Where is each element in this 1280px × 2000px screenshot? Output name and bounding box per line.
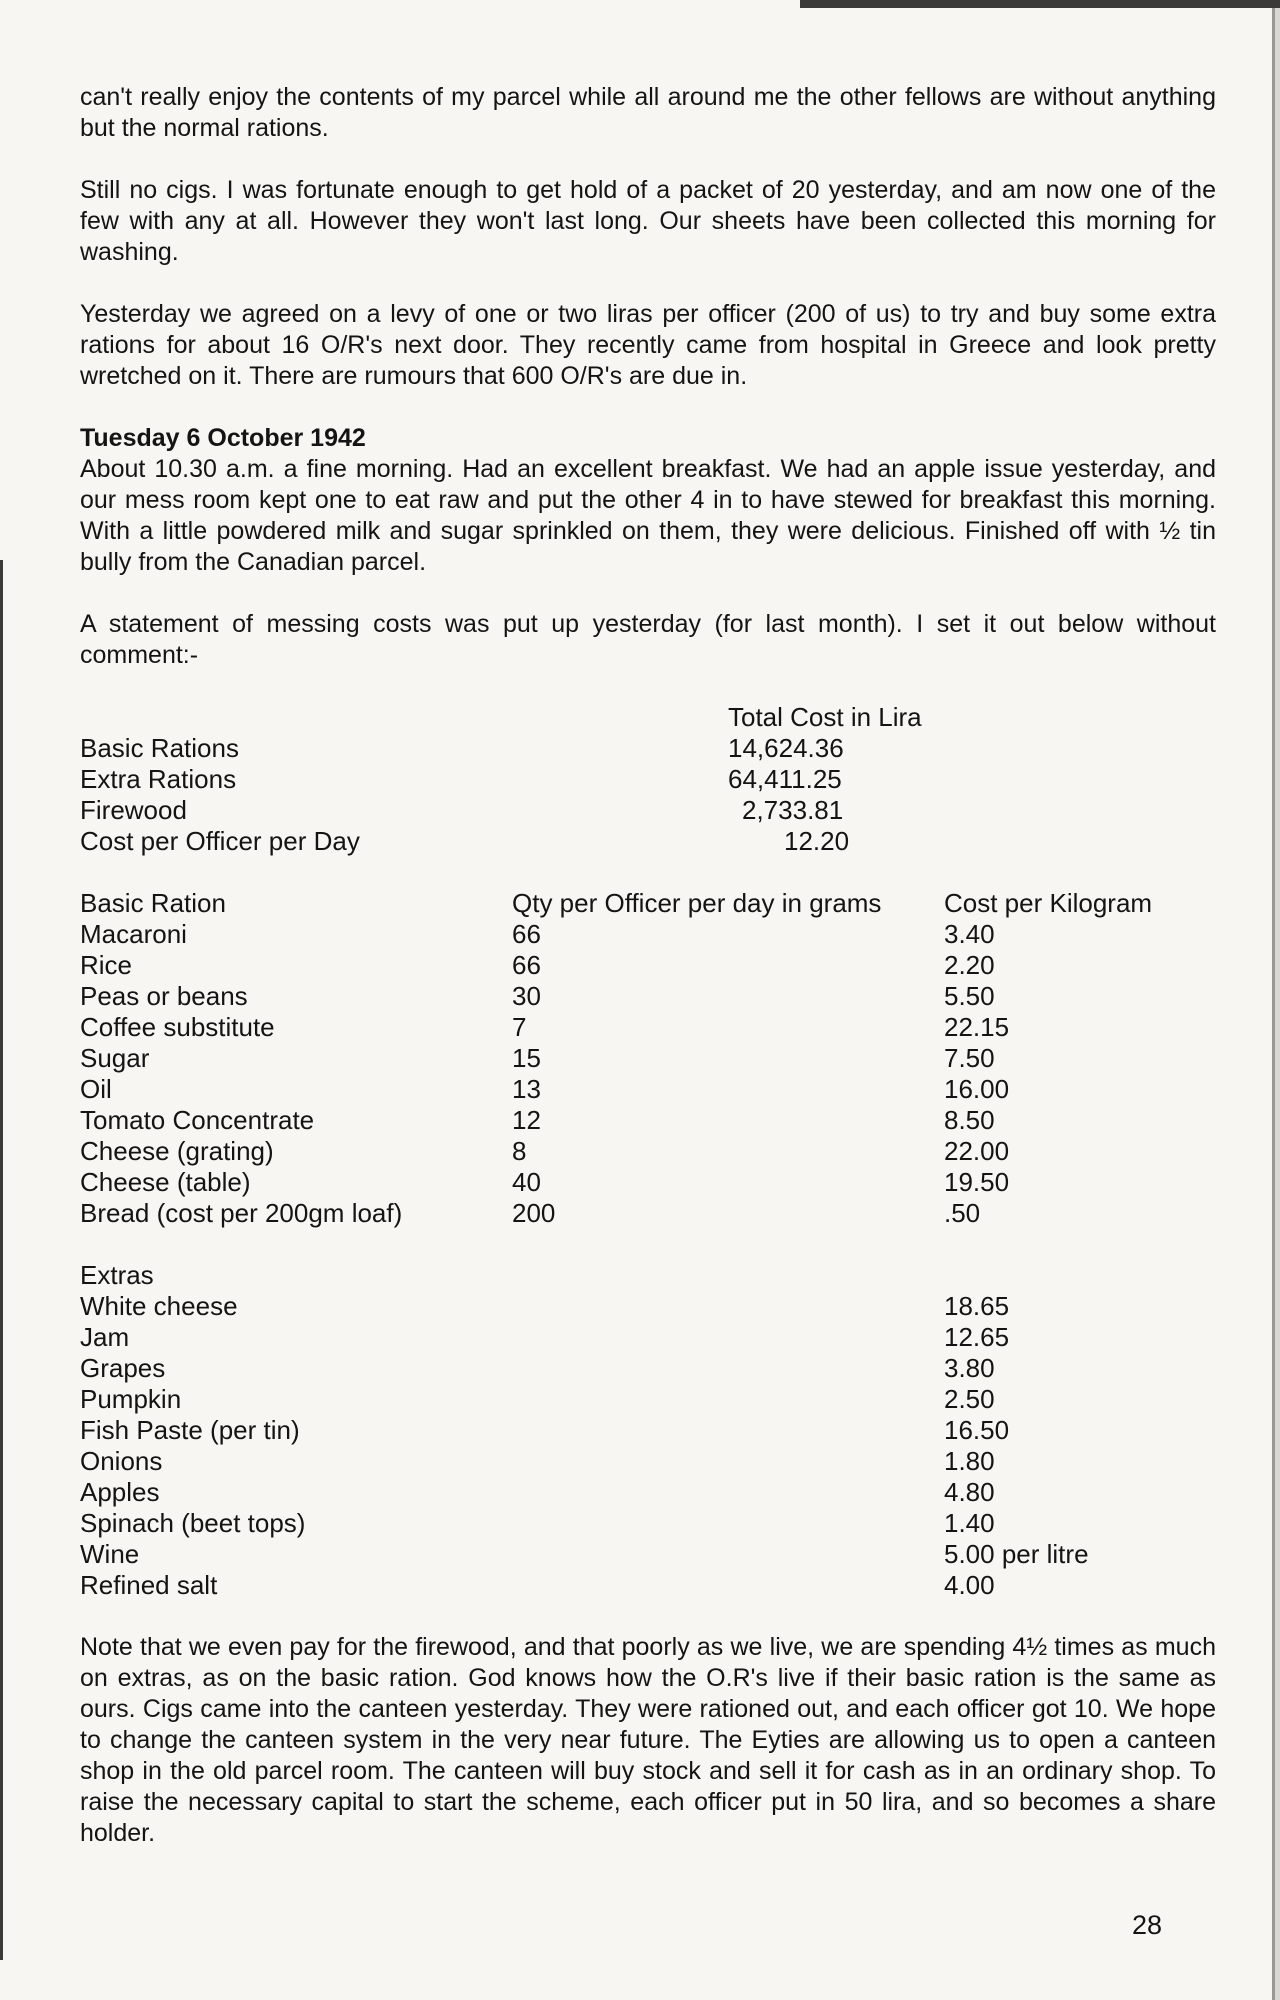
- table-row: [80, 1353, 1089, 1384]
- extra-cost: 16.50: [944, 1415, 1010, 1445]
- extra-cost: 4.00: [944, 1570, 995, 1600]
- ration-cost: 22.00: [944, 1136, 1010, 1166]
- extra-cost: 5.00 per litre: [944, 1539, 1089, 1569]
- entry-paragraph-2: A statement of messing costs was put up yesterday (for last month). I set it out below without comment:-: [80, 610, 1216, 669]
- table-row: [80, 1012, 1152, 1043]
- extra-item: Fish Paste (per tin): [80, 1415, 300, 1445]
- extra-item: Wine: [80, 1539, 140, 1569]
- paragraph-1: can't really enjoy the contents of my parcel while all around me the other fellows are without anything but the normal rations.: [80, 83, 1216, 142]
- ration-item: Peas or beans: [80, 981, 248, 1011]
- page-content: [80, 82, 1216, 1880]
- ration-qty: 7: [512, 1012, 527, 1042]
- extra-item: White cheese: [80, 1291, 238, 1321]
- extra-cost: 1.80: [944, 1446, 995, 1476]
- table-row: [80, 1074, 1152, 1105]
- table-row: [80, 1136, 1152, 1167]
- paragraph-2: Still no cigs. I was fortunate enough to get hold of a packet of 20 yesterday, and am now one of the few with any at all. However they won't last long. Our sheets have been collected this morning for washing.: [80, 176, 1216, 266]
- ration-cost: 7.50: [944, 1043, 995, 1073]
- note-paragraph: Note that we even pay for the firewood, and that poorly as we live, we are spending 4½ times as much on extras, as on the basic ration. God knows how the O.R's live if their basic ration is the same as ours. Cigs came into the canteen yesterday. They were rationed out, and each officer got 10. We hope to change the canteen system in the very near future. The Eyties are allowing us to open a canteen shop in the old parcel room. The canteen will buy stock and sell it for cash as in an ordinary shop. To raise the necessary capital to start the scheme, each officer put in 50 lira, and so becomes a share holder.: [80, 1633, 1216, 1847]
- column-header: Cost per Kilogram: [944, 888, 1153, 918]
- ration-cost: 8.50: [944, 1105, 995, 1135]
- summary-value: 14,624.36: [728, 733, 844, 763]
- extra-cost: 2.50: [944, 1384, 995, 1414]
- extra-cost: 1.40: [944, 1508, 995, 1538]
- table-row: [80, 1446, 1089, 1477]
- entry-heading: Tuesday 6 October 1942: [80, 424, 366, 452]
- table-row: [80, 1198, 1152, 1229]
- table-row: [80, 1291, 1089, 1322]
- extra-cost: 4.80: [944, 1477, 995, 1507]
- summary-value: 12.20: [784, 826, 850, 856]
- extra-item: Spinach (beet tops): [80, 1508, 306, 1538]
- table-row: [80, 795, 984, 826]
- table-row: [80, 981, 1152, 1012]
- ration-item: Coffee substitute: [80, 1012, 275, 1042]
- table-row: [80, 826, 984, 857]
- ration-item: Cheese (table): [80, 1167, 251, 1197]
- extra-item: Refined salt: [80, 1570, 218, 1600]
- table-row: [80, 764, 984, 795]
- column-header: Qty per Officer per day in grams: [512, 888, 882, 918]
- scan-edge-top: [800, 0, 1280, 8]
- extra-item: Onions: [80, 1446, 163, 1476]
- summary-label: Cost per Officer per Day: [80, 826, 360, 856]
- ration-cost: 5.50: [944, 981, 995, 1011]
- extra-item: Pumpkin: [80, 1384, 182, 1414]
- ration-cost: 22.15: [944, 1012, 1010, 1042]
- table-row: [80, 702, 984, 733]
- table-row: [80, 1570, 1089, 1601]
- ration-item: Rice: [80, 950, 133, 980]
- page-number: 28: [1132, 1910, 1163, 1940]
- column-header: Extras: [80, 1260, 154, 1290]
- table-row: [80, 950, 1152, 981]
- summary-value: 64,411.25: [728, 764, 842, 794]
- ration-qty: 40: [512, 1167, 541, 1197]
- basic-ration-table: [80, 888, 1152, 1229]
- summary-label: Basic Rations: [80, 733, 239, 763]
- table-row: [80, 1477, 1089, 1508]
- ration-qty: 12: [512, 1105, 541, 1135]
- table-row: [80, 1539, 1089, 1570]
- table-row: [80, 1415, 1089, 1446]
- ration-qty: 15: [512, 1043, 541, 1073]
- extra-item: Apples: [80, 1477, 160, 1507]
- ration-qty: 66: [512, 919, 541, 949]
- summary-label: Extra Rations: [80, 764, 237, 794]
- table-row: [80, 919, 1152, 950]
- ration-item: Tomato Concentrate: [80, 1105, 315, 1135]
- summary-label: Firewood: [80, 795, 187, 825]
- ration-cost: .50: [944, 1198, 981, 1228]
- ration-qty: 8: [512, 1136, 527, 1166]
- ration-cost: 2.20: [944, 950, 995, 980]
- ration-qty: 66: [512, 950, 541, 980]
- ration-item: Bread (cost per 200gm loaf): [80, 1198, 403, 1228]
- table-header-row: [80, 1260, 1089, 1291]
- summary-cost-table: [80, 702, 984, 857]
- table-row: [80, 1322, 1089, 1353]
- ration-qty: 13: [512, 1074, 541, 1104]
- ration-item: Macaroni: [80, 919, 187, 949]
- ration-qty: 30: [512, 981, 541, 1011]
- extra-cost: 12.65: [944, 1322, 1010, 1352]
- ration-cost: 19.50: [944, 1167, 1010, 1197]
- extra-cost: 18.65: [944, 1291, 1010, 1321]
- ration-cost: 3.40: [944, 919, 995, 949]
- table-row: [80, 1043, 1152, 1074]
- table-row: [80, 1508, 1089, 1539]
- entry-paragraph-1: About 10.30 a.m. a fine morning. Had an excellent breakfast. We had an apple issue yesterday, and our mess room kept one to eat raw and put the other 4 in to have stewed for breakfast this morning. With a little powdered milk and sugar sprinkled on them, they were delicious. Finished off with ½ tin bully from the Canadian parcel.: [80, 455, 1216, 576]
- column-header: Basic Ration: [80, 888, 226, 918]
- extra-item: Jam: [80, 1322, 130, 1352]
- ration-cost: 16.00: [944, 1074, 1010, 1104]
- ration-qty: 200: [512, 1198, 556, 1228]
- table-row: [80, 733, 984, 764]
- paragraph-3: Yesterday we agreed on a levy of one or two liras per officer (200 of us) to try and buy some extra rations for about 16 O/R's next door. They recently came from hospital in Greece and look pretty wretched on it. There are rumours that 600 O/R's are due in.: [80, 300, 1216, 390]
- table-row: [80, 1105, 1152, 1136]
- summary-value: 2,733.81: [742, 795, 844, 825]
- extra-cost: 3.80: [944, 1353, 995, 1383]
- table-row: [80, 1384, 1089, 1415]
- summary-header: Total Cost in Lira: [728, 702, 922, 732]
- ration-item: Sugar: [80, 1043, 150, 1073]
- ration-item: Cheese (grating): [80, 1136, 274, 1166]
- extras-table: [80, 1260, 1089, 1601]
- scan-edge-left: [0, 560, 3, 1960]
- table-header-row: [80, 888, 1152, 919]
- extra-item: Grapes: [80, 1353, 166, 1383]
- ration-item: Oil: [80, 1074, 112, 1104]
- table-row: [80, 1167, 1152, 1198]
